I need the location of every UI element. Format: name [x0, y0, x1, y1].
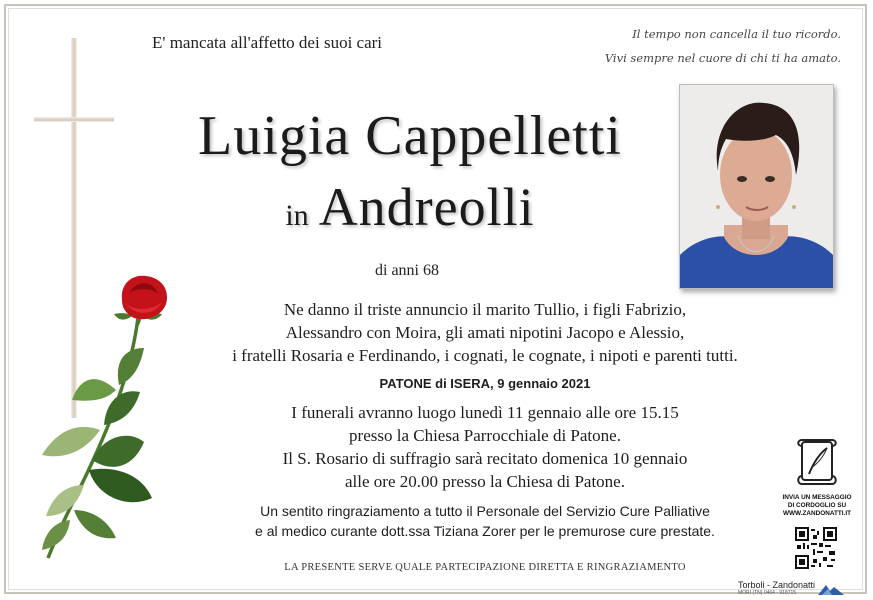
place-date: PATONE di ISERA, 9 gennaio 2021 [379, 376, 591, 391]
quote-line: Vivi sempre nel cuore di chi ti ha amato. [604, 51, 841, 65]
memorial-quote [605, 22, 841, 70]
deceased-name: Luigia Cappelletti [198, 105, 622, 167]
married-surname: Andreolli [318, 177, 535, 237]
intro-text: E' mancata all'affetto dei suoi cari [152, 33, 383, 52]
message-caption [777, 494, 857, 510]
announcement-line: i fratelli Rosaria e Ferdinando, i cognati, le cognate, i nipoti e parenti tutti. [232, 346, 738, 365]
thanks-line: Un sentito ringraziamento a tutto il Personale del Servizio Cure Palliative [260, 503, 710, 519]
qr-code[interactable] [795, 527, 837, 569]
funeral-line: alle ore 20.00 presso la Chiesa di Patone. [345, 472, 625, 491]
funeral-line: Il S. Rosario di suffragio sarà recitato domenica 10 gennaio [282, 449, 688, 468]
condolence-message-block[interactable] [777, 438, 857, 517]
message-caption-line: INVIA UN MESSAGGIO [782, 494, 852, 501]
announcement-line: Ne danno il triste annuncio il marito Tullio, i figli Fabrizio, [283, 300, 687, 319]
portrait-illustration [680, 85, 833, 288]
funeral-home-name: Torboli - Zandonatti [738, 580, 816, 590]
married-prefix: in [285, 199, 309, 232]
funeral-home-logo-icon [816, 583, 846, 597]
age-text: di anni 68 [375, 262, 439, 279]
quill-scroll-icon [797, 438, 837, 486]
quote-line: Il tempo non cancella il tuo ricordo. [632, 27, 841, 41]
announcement-text [165, 298, 805, 367]
message-url-link[interactable]: WWW.ZANDONATTI.IT [782, 510, 852, 517]
message-caption-line: DI CORDOGLIO SU [787, 502, 847, 509]
announcement-line: Alessandro con Moira, gli amati nipotini Jacopo e Alessio, [285, 323, 685, 342]
portrait-photo [679, 84, 834, 289]
footer-text: LA PRESENTE SERVE QUALE PARTECIPAZIONE DIRETTA E RINGRAZIAMENTO [284, 562, 686, 573]
funeral-details [165, 401, 805, 493]
funeral-line: I funerali avranno luogo lunedì 11 gennaio alle ore 15.15 [291, 403, 679, 422]
funeral-line: presso la Chiesa Parrocchiale di Patone. [349, 426, 621, 445]
thanks-text [145, 501, 825, 541]
funeral-home-details: MORI (TN) 0464 - 918715 [738, 590, 797, 596]
thanks-line: e al medico curante dott.ssa Tiziana Zorer per le premurose cure prestate. [255, 523, 715, 539]
